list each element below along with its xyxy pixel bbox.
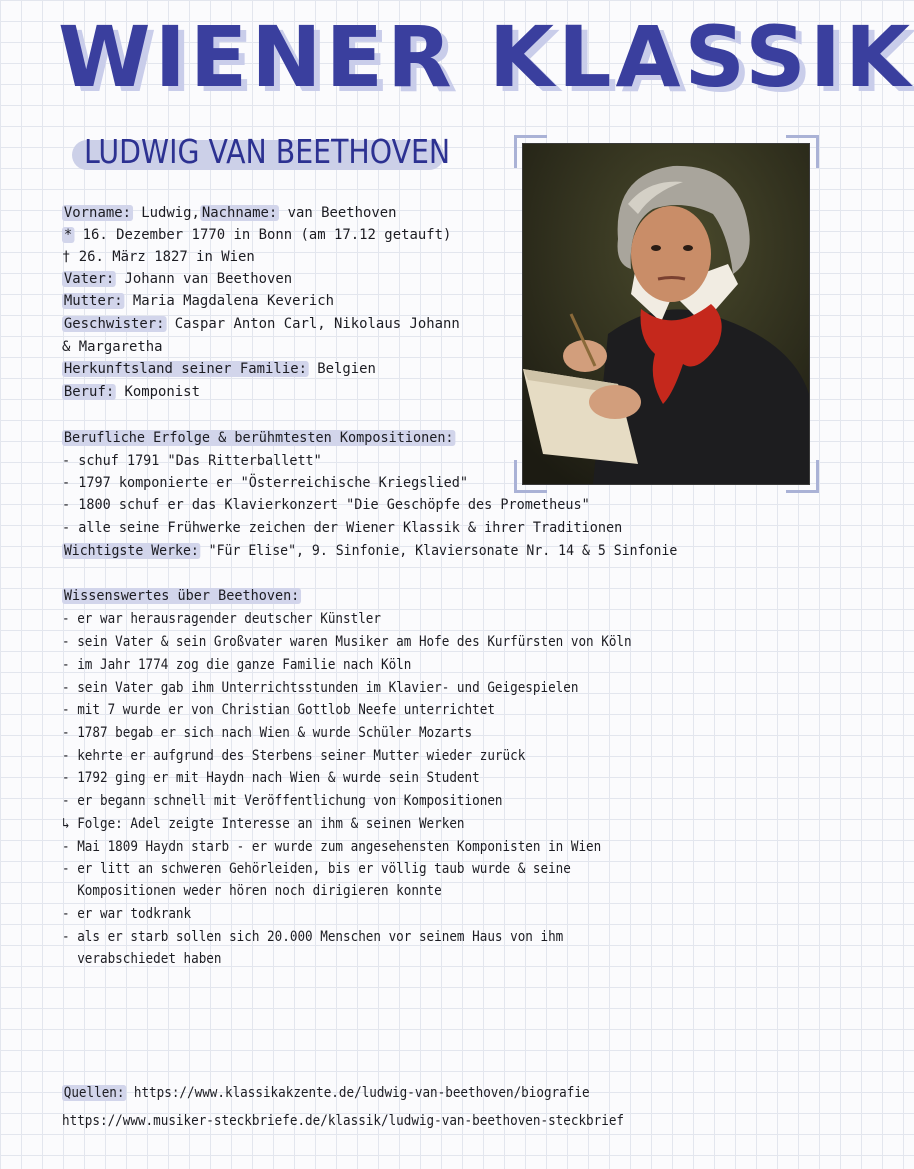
list-item: - schuf 1791 "Das Ritterballett" (62, 453, 322, 469)
lastname-label: Nachname: (201, 205, 278, 221)
profile-job-row (62, 381, 200, 403)
father-label: Vater: (63, 271, 115, 287)
source-link[interactable]: https://www.musiker-steckbriefe.de/klassik/ludwig-van-beethoven-steckbrief (62, 1113, 625, 1129)
list-item: ↳ Folge: Adel zeigte Interesse an ihm & seinen Werken (62, 816, 465, 832)
sources-row-1 (62, 1082, 590, 1104)
source-link[interactable]: https://www.klassikakzente.de/ludwig-van-beethoven/biografie (133, 1085, 590, 1101)
profile-origin-row (62, 358, 376, 380)
works-label: Wichtigste Werke: (63, 543, 199, 559)
list-item: - sein Vater & sein Großvater waren Musiker am Hofe des Kurfürsten von Köln (62, 634, 632, 650)
profile-siblings-row (62, 313, 460, 335)
mother-label: Mutter: (63, 293, 123, 309)
list-item: - 1787 begab er sich nach Wien & wurde Schüler Mozarts (62, 725, 473, 741)
job-value: Komponist (124, 384, 200, 400)
list-item: - alle seine Frühwerke zeichen der Wiener Klassik & ihrer Traditionen (62, 520, 623, 536)
siblings-value: Caspar Anton Carl, Nikolaus Johann (174, 316, 460, 332)
origin-label: Herkunftsland seiner Familie: (63, 361, 307, 377)
mother-value: Maria Magdalena Keverich (132, 293, 335, 309)
list-item: - als er starb sollen sich 20.000 Menschen vor seinem Haus von ihm (62, 929, 564, 945)
profile-mother-row (62, 290, 334, 312)
list-item: - 1792 ging er mit Haydn nach Wien & wurde sein Student (62, 770, 480, 786)
list-item: - mit 7 wurde er von Christian Gottlob Neefe unterrichtet (62, 702, 495, 718)
father-value: Johann van Beethoven (124, 271, 293, 287)
profile-father-row (62, 268, 292, 290)
facts-heading-text: Wissenswertes über Beethoven: (63, 588, 300, 604)
works-value: "Für Elise", 9. Sinfonie, Klaviersonate Nr. 14 & 5 Sinfonie (208, 543, 678, 559)
firstname-label: Vorname: (63, 205, 131, 221)
profile-name-row (62, 202, 397, 224)
list-item: - er litt an schweren Gehörleiden, bis er völlig taub wurde & seine (62, 861, 571, 877)
list-item: Kompositionen weder hören noch dirigieren konnte (62, 883, 442, 899)
subtitle: LUDWIG VAN BEETHOVEN (84, 132, 451, 171)
lastname-value: van Beethoven (287, 205, 397, 221)
siblings-label: Geschwister: (63, 316, 165, 332)
list-item: - er war todkrank (62, 906, 192, 922)
death-cross-icon: † (62, 249, 71, 265)
profile-siblings-cont (62, 336, 163, 358)
facts-heading (62, 585, 301, 607)
death-value: 26. März 1827 in Wien (78, 249, 255, 265)
list-item: - kehrte er aufgrund des Sterbens seiner Mutter wieder zurück (62, 748, 526, 764)
firstname-value: Ludwig, (141, 205, 200, 221)
birth-value: 16. Dezember 1770 in Bonn (am 17.12 getauft) (82, 227, 452, 243)
origin-value: Belgien (317, 361, 376, 377)
page-title: WIENER KLASSIK (58, 8, 914, 106)
career-heading-text: Berufliche Erfolge & berühmtesten Kompositionen: (63, 430, 454, 446)
sources-label: Quellen: (63, 1085, 125, 1101)
list-item: - er begann schnell mit Veröffentlichung von Kompositionen (62, 793, 503, 809)
list-item: - im Jahr 1774 zog die ganze Familie nach Köln (62, 657, 412, 673)
profile-birth-row (62, 224, 451, 246)
works-row (62, 540, 677, 562)
siblings-value-cont: & Margaretha (62, 339, 163, 355)
career-heading (62, 427, 455, 449)
sources-row-2 (62, 1110, 624, 1132)
list-item: - er war herausragender deutscher Künstler (62, 611, 381, 627)
list-item: - sein Vater gab ihm Unterrichtsstunden im Klavier- und Geigespielen (62, 680, 579, 696)
beethoven-portrait (522, 143, 810, 485)
list-item: - 1800 schuf er das Klavierkonzert "Die Geschöpfe des Prometheus" (62, 497, 590, 513)
job-label: Beruf: (63, 384, 115, 400)
portrait-illustration (523, 144, 809, 484)
list-item: - 1797 komponierte er "Österreichische Kriegslied" (62, 475, 468, 491)
list-item: verabschiedet haben (62, 951, 222, 967)
list-item: - Mai 1809 Haydn starb - er wurde zum angesehensten Komponisten in Wien (62, 839, 602, 855)
birth-asterisk-icon: * (63, 227, 73, 243)
profile-death-row (62, 246, 255, 268)
